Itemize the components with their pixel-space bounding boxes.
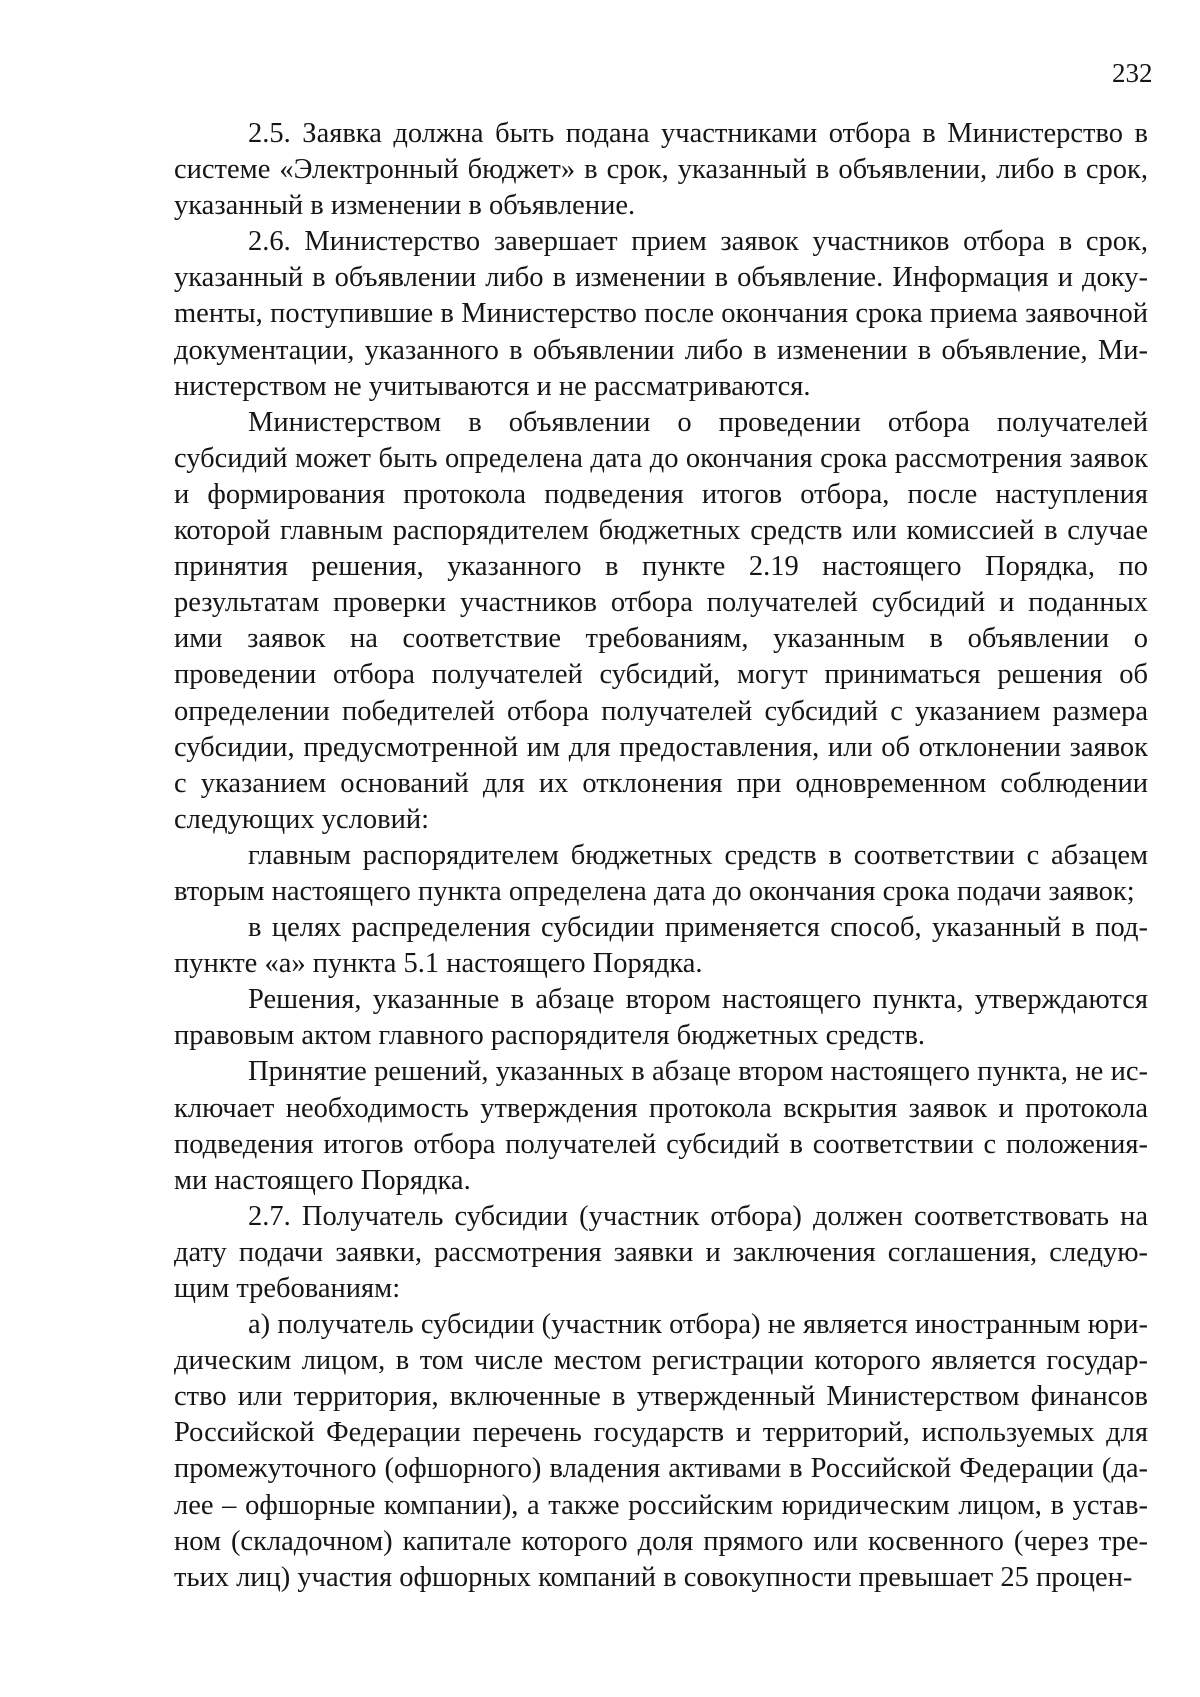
paragraph-decisions-approval: Решения, указанные в абзаце втором настоящего пункта, утверждаются правовым актом главного распорядителя бюджетных средств. bbox=[174, 984, 1148, 1052]
paragraph-protocols: Принятие решений, указанных в абзаце втором настоящего пункта, не исключает необходимость утверждения протокола вскрытия заявок и протокола подведения итогов отбора получателей субсидий в соответствии с положениями настоящего Порядка. bbox=[174, 1056, 1148, 1196]
paragraph-condition-2: в целях распределения субсидии применяется способ, указанный в подпункте «а» пункта 5.1 настоящего Порядка. bbox=[174, 912, 1148, 980]
paragraph-2-5: 2.5. Заявка должна быть подана участниками отбора в Министерство в системе «Электронный бюджет» в срок, указанный в объявлении, либо в срок, указанный в изменении в объявление. bbox=[174, 118, 1148, 222]
paragraph-decision-date: Министерством в объявлении о проведении отбора получателей субсидий может быть определена дата до окончания срока рассмотрения заявок и формирования протокола подведения итогов отбора, после наступления которой главным распорядителем бюджетных средств или комиссией в случае принятия решения, указанного в пункте 2.19 настоящего Порядка, по результатам проверки участников отбора получателей субсидий и поданных ими заявок на соответствие требованиям, указанным в объявлении о проведении отбора получателей субсидий, могут приниматься решения об определении победителей отбора получателей субсидий с указанием размера субсидии, предусмотренной им для предоставления, или об отклонении заявок с указанием оснований для их отклонения при одновременном соблюдении следующих условий: bbox=[174, 406, 1148, 835]
paragraph-2-7: 2.7. Получатель субсидии (участник отбора) должен соответствовать на дату подачи заявки, рассмотрения заявки и заключения соглашения, следующим требованиям: bbox=[174, 1200, 1148, 1304]
document-body bbox=[174, 116, 1148, 1596]
page-number: 232 bbox=[1112, 58, 1153, 88]
paragraph-2-6: 2.6. Министерство завершает прием заявок участников отбора в срок, указанный в объявлении либо в изменении в объявление. Информация и докуmенты, поступившие в Министерство после окончания срока приема заявочной документации, указанного в объявлении либо в изменении в объявление, Министерством не учитываются и не рассматриваются. bbox=[174, 226, 1148, 402]
paragraph-2-7-a: а) получатель субсидии (участник отбора) не является иностранным юридическим лицом, в том числе местом регистрации которого является государство или территория, включенные в утвержденный Министерством финансов Российской Федерации перечень государств и территорий, используемых для промежуточного (офшорного) владения активами в Российской Федерации (далее – офшорные компании), а также российским юридическим лицом, в уставном (складочном) капитале которого доля прямого или косвенного (через третьих лиц) участия офшорных компаний в совокупности превышает 25 процен- bbox=[174, 1309, 1148, 1593]
paragraph-condition-1: главным распорядителем бюджетных средств в соответствии с абзацем вторым настоящего пункта определена дата до окончания срока подачи заявок; bbox=[174, 839, 1148, 907]
